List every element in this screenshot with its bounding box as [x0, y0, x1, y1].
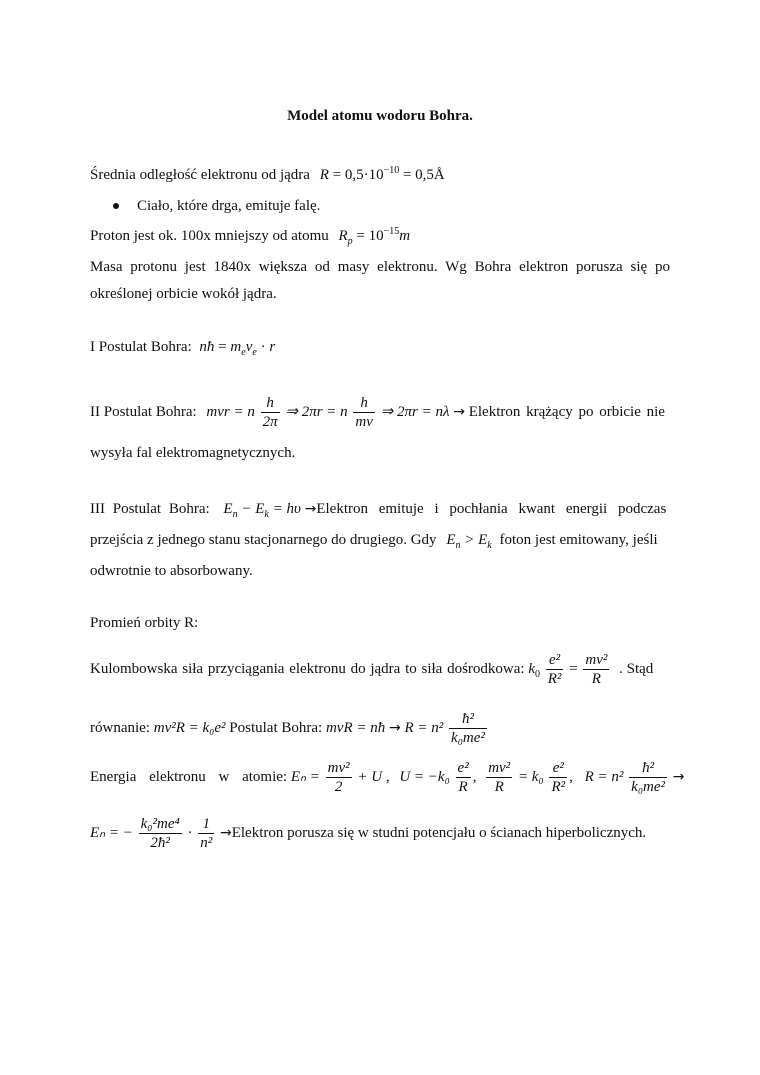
- formula-gt-E: > E: [464, 532, 488, 548]
- bullet-dot: [113, 203, 119, 209]
- fraction-e2-R2: $\frac{\text{e²}}{\text{R²}}$: [551, 760, 566, 795]
- equation-mid: Postulat Bohra:: [229, 719, 323, 736]
- energy-label: Energia elektronu w atomie:: [90, 768, 288, 785]
- formula-En-neg: Eₙ = −: [90, 824, 133, 841]
- formula-eq-n: = n: [233, 403, 255, 420]
- postulate-3-line2-a: przejścia z jednego stanu stacjonarnego do drugiego. Gdy: [90, 532, 437, 548]
- postulate-3-line3: odwrotnie to absorbowany.: [90, 563, 253, 579]
- formula-eq: = 10: [356, 228, 384, 244]
- formula-exp: −10: [383, 165, 400, 176]
- formula-E: E: [223, 501, 233, 517]
- formula-eq1: = 0,5·10: [332, 167, 384, 183]
- formula-R-n2: R = n²: [404, 719, 444, 736]
- formula-mv2R: mv²R = k₀e²: [153, 719, 226, 736]
- formula-exp: −15: [383, 226, 400, 237]
- arrow-icon: →: [389, 719, 401, 736]
- formula-U: U = −k₀: [399, 768, 450, 785]
- formula-eq-hv: = hυ: [272, 501, 301, 517]
- formula-m: m: [230, 339, 242, 355]
- fraction-mv2-R: $\frac{\text{mv²}}{R}$: [488, 760, 511, 795]
- postulate-1-label: I Postulat Bohra:: [90, 339, 192, 355]
- formula-dot: ·: [260, 339, 266, 355]
- formula-sub-n: n: [455, 540, 461, 551]
- final-text: Elektron porusza się w studni potencjału o ścianach hiperbolicznych.: [231, 824, 647, 841]
- formula-eq: =: [218, 339, 227, 355]
- formula-sub-e: e: [241, 347, 246, 358]
- postulate-1: [90, 337, 275, 357]
- formula-sub-p: p: [347, 236, 353, 247]
- fraction-h-mv: $\frac{h}{mv}$: [355, 395, 373, 430]
- formula-nh: nħ: [199, 339, 215, 355]
- formula-unit: m: [399, 228, 411, 244]
- arrow-icon: →: [672, 768, 685, 785]
- formula-dot: ·: [187, 824, 193, 841]
- page-title: Model atomu wodoru Bohra.: [287, 108, 473, 124]
- postulate-3-line2-b: foton jest emitowany, jeśli: [499, 532, 658, 548]
- proton-text: Proton jest ok. 100x mniejszy od atomu: [90, 228, 329, 244]
- coulomb-text: Kulombowska siła przyciągania elektronu do jądra to siła dośrodkowa:: [90, 660, 525, 677]
- postulate-3-line2: [90, 530, 658, 550]
- fraction-h-2pi: $\frac{h}{2\pi}$: [262, 395, 278, 430]
- formula-eq-k0: = k₀: [517, 768, 544, 785]
- fraction-mv2-2: $\frac{\text{mv²}}{2}$: [327, 760, 350, 795]
- formula-eq2: = 0,5Å: [402, 167, 445, 183]
- formula-sub-n: n: [232, 509, 238, 520]
- formula-En: Eₙ =: [290, 768, 320, 785]
- formula-eq: =: [569, 660, 578, 677]
- coulomb-line: [90, 651, 653, 688]
- equation-label: równanie:: [90, 719, 150, 736]
- formula-sub-k: k: [487, 540, 492, 551]
- postulate-2: [90, 394, 670, 431]
- comma: ,: [569, 768, 573, 785]
- fraction-hbar2-k0me2: $\frac{\text{ħ²}}{\text{k₀me²}}$: [631, 760, 666, 795]
- postulate-2-label: II Postulat Bohra:: [90, 403, 197, 420]
- formula-k: k: [528, 660, 535, 677]
- energy-line: [90, 759, 685, 796]
- formula-Rp: R: [338, 228, 348, 244]
- mean-distance-line: [90, 165, 445, 185]
- formula-r: r: [269, 339, 276, 355]
- formula-R-n2: R = n²: [584, 768, 624, 785]
- mass-paragraph-line2: określonej orbicie wokół jądra.: [90, 286, 277, 302]
- comma: ,: [472, 768, 477, 785]
- formula-implication-1: ⇒ 2πr = n: [285, 403, 348, 420]
- formula-mvR: mvR = nħ: [325, 719, 386, 736]
- formula-v: v: [245, 339, 253, 355]
- fraction-k02me4-2hbar2: $\frac{\text{k₀²me⁴}}{\text{2ħ²}}$: [140, 816, 180, 851]
- mean-distance-text: Średnia odległość elektronu od jądra: [90, 167, 310, 183]
- formula-plus-U: + U ,: [357, 768, 390, 785]
- postulate-3-text: Elektron emituje i pochłania kwant energii podczas: [316, 501, 667, 517]
- formula-sub-0: 0: [534, 668, 540, 680]
- formula-R: R: [319, 167, 329, 183]
- formula-mvr: mvr: [206, 403, 230, 420]
- final-energy-line: [90, 815, 646, 852]
- section-label-radius: Promień orbity R:: [90, 615, 199, 631]
- postulate-3-label: III Postulat Bohra:: [90, 501, 210, 517]
- formula-sub-k: k: [264, 509, 269, 520]
- formula-minus-E: − E: [241, 501, 265, 517]
- postulate-3: [90, 499, 670, 519]
- formula-E: E: [446, 532, 456, 548]
- coulomb-tail: . Stąd: [619, 660, 654, 677]
- postulate-2-text: Elektron krążący po orbicie nie: [468, 403, 665, 420]
- formula-sub-e2: e: [252, 347, 257, 358]
- fraction-1-n2: $\frac{1}{\text{n²}}$: [200, 816, 213, 851]
- postulate-2-line2: wysyła fal elektromagnetycznych.: [90, 445, 296, 461]
- arrow-icon: →: [219, 824, 232, 841]
- equation-line: [90, 710, 489, 747]
- arrow-icon: →: [304, 501, 317, 517]
- mass-paragraph-line1: Masa protonu jest 1840x większa od masy elektronu. Wg Bohra elektron porusza się po: [90, 259, 670, 275]
- proton-line: [90, 226, 410, 246]
- arrow-icon: →: [453, 403, 465, 420]
- bullet-item: Ciało, które drga, emituje falę.: [137, 198, 321, 214]
- fraction-hbar2-k0me2: $\frac{\text{ħ²}}{\text{k₀me²}}$: [451, 711, 485, 746]
- fraction-e2-R2: $\frac{\text{e²}}{\text{R²}}$: [547, 652, 562, 687]
- fraction-mv2-R: $\frac{\text{mv²}}{R}$: [585, 652, 608, 687]
- fraction-e2-R: $\frac{\text{e²}}{R}$: [457, 760, 469, 795]
- formula-implication-2: ⇒ 2πr = nλ: [380, 403, 450, 420]
